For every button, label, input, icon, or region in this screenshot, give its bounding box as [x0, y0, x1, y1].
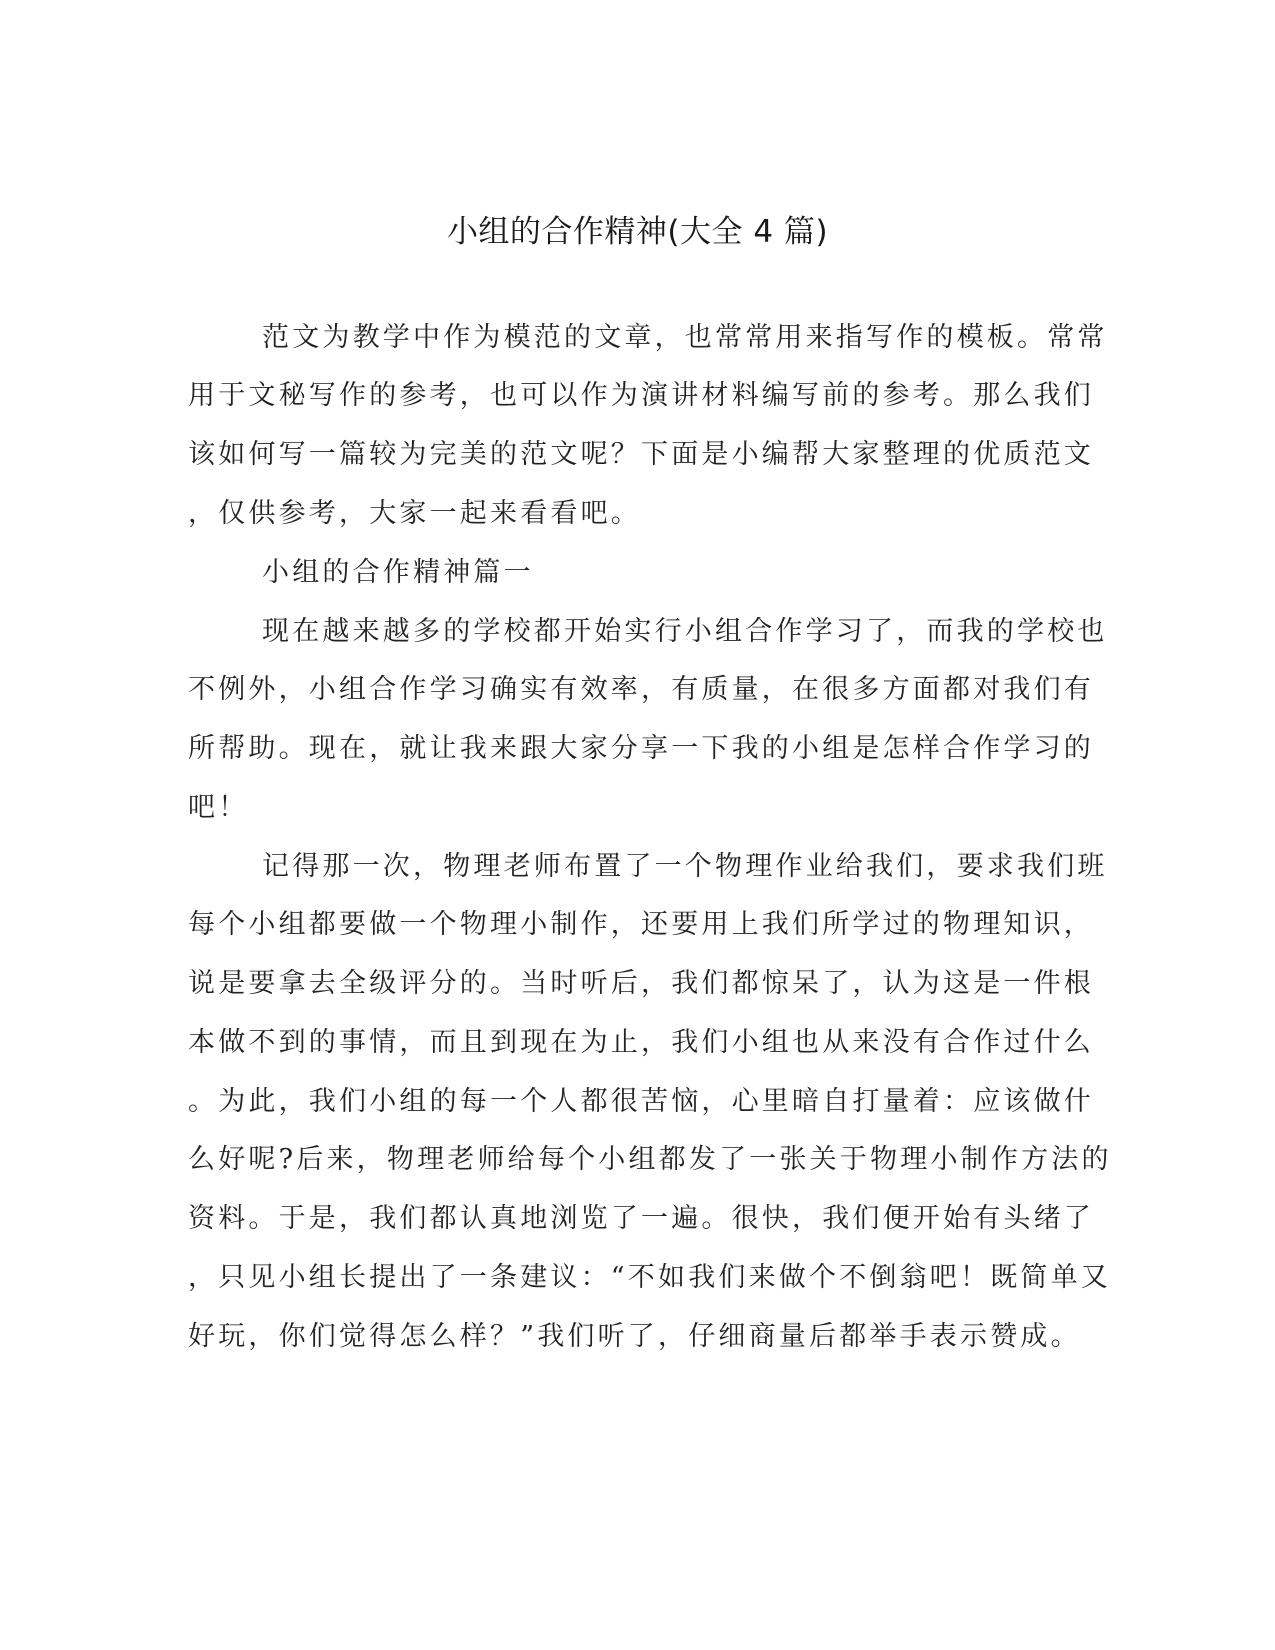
paragraph-line: 每个小组都要做一个物理小制作，还要用上我们所学过的物理知识，	[188, 909, 1094, 940]
paragraph-line: 现在越来越多的学校都开始实行小组合作学习了，而我的学校也	[262, 616, 1108, 647]
paragraph-line: 资料。于是，我们都认真地浏览了一遍。很快，我们便开始有头绪了	[188, 1203, 1094, 1234]
paragraph-line: 范文为教学中作为模范的文章，也常常用来指写作的模板。常常	[262, 322, 1108, 353]
paragraph-line: 该如何写一篇较为完美的范文呢？下面是小编帮大家整理的优质范文	[188, 439, 1094, 470]
paragraph-line: 好玩，你们觉得怎么样？”我们听了，仔细商量后都举手表示赞成。	[188, 1321, 1081, 1352]
paragraph-line: ，只见小组长提出了一条建议：“不如我们来做个不倒翁吧！既简单又	[188, 1262, 1112, 1293]
document-title: 小组的合作精神(大全 4 篇)	[446, 214, 829, 250]
paragraph-line: 用于文秘写作的参考，也可以作为演讲材料编写前的参考。那么我们	[188, 380, 1094, 411]
paragraph-line: 所帮助。现在，就让我来跟大家分享一下我的小组是怎样合作学习的	[188, 733, 1094, 764]
paragraph-line: 说是要拿去全级评分的。当时听后，我们都惊呆了，认为这是一件根	[188, 968, 1094, 999]
paragraph-line: 不例外，小组合作学习确实有效率，有质量，在很多方面都对我们有	[188, 674, 1094, 705]
paragraph-line: 么好呢?后来，物理老师给每个小组都发了一张关于物理小制作方法的	[188, 1144, 1112, 1175]
paragraph-line: ，仅供参考，大家一起来看看吧。	[188, 498, 641, 529]
paragraph-line: 。为此，我们小组的每一个人都很苦恼，心里暗自打量着：应该做什	[188, 1086, 1094, 1117]
paragraph-line: 记得那一次，物理老师布置了一个物理作业给我们，要求我们班	[262, 851, 1108, 882]
section-heading: 小组的合作精神篇一	[262, 557, 534, 588]
paragraph-line: 本做不到的事情，而且到现在为止，我们小组也从来没有合作过什么	[188, 1027, 1094, 1058]
paragraph-line: 吧！	[188, 792, 249, 823]
